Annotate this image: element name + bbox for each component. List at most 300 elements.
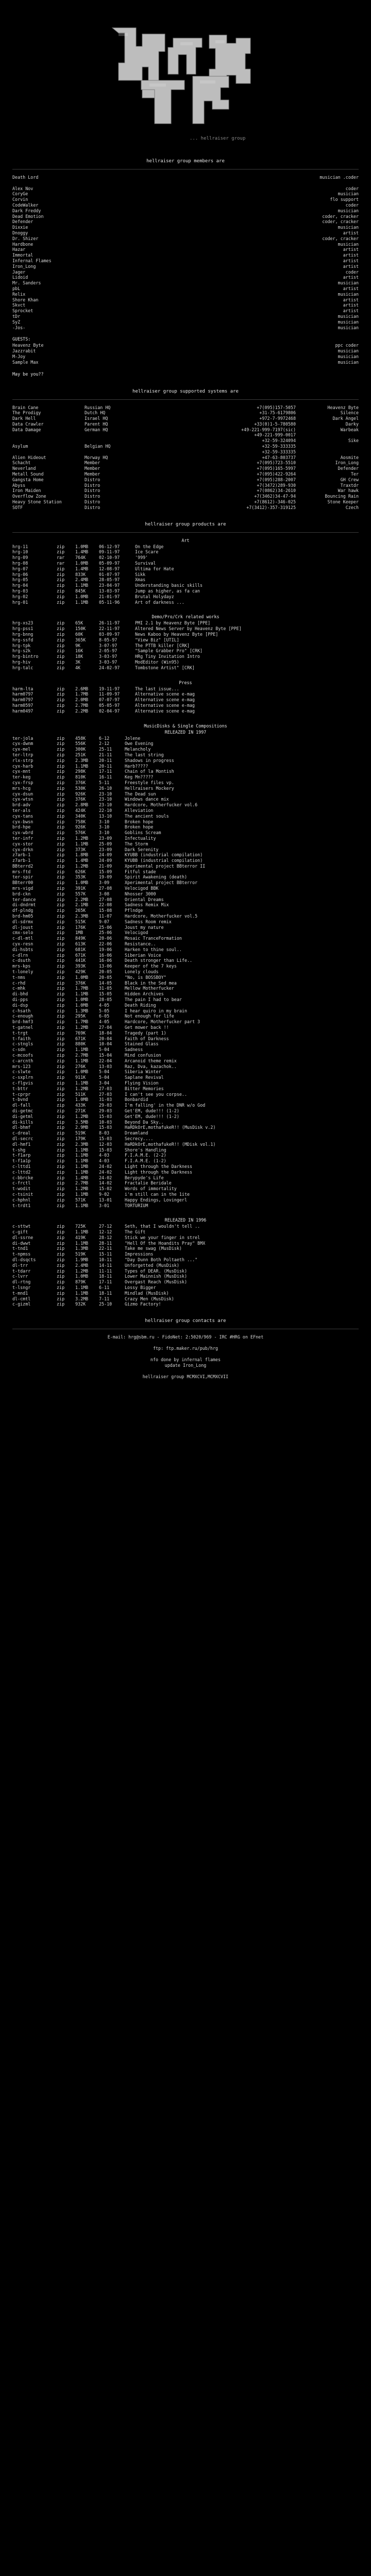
- table-cell: t-bttr: [12, 1086, 28, 1091]
- table-cell: zip: [57, 665, 65, 670]
- table-cell: 2.0MB: [75, 697, 89, 703]
- table-cell: Shadows in progress: [125, 757, 174, 763]
- table-cell: 1.0MB: [75, 561, 89, 566]
- guests-list: [12, 343, 359, 365]
- table-cell: 12-03: [99, 1141, 112, 1147]
- table-cell: zip: [57, 1229, 65, 1235]
- table-cell: 340K: [75, 813, 86, 819]
- table-cell: 2-12: [99, 741, 110, 747]
- table-cell: Overgast Reach (MusDisk): [125, 1279, 188, 1285]
- table-cell: Gangsta Home: [12, 477, 44, 482]
- table-cell: +7(095)165-5997: [257, 466, 296, 471]
- table-cell: 05-05-97: [99, 702, 120, 708]
- table-row: [12, 488, 359, 494]
- table-cell: "Hell Of the Hoandits Pray" BMX: [125, 1240, 206, 1246]
- table-cell: brd-adv: [12, 802, 31, 808]
- table-cell: dl-hmf1: [12, 1141, 31, 1147]
- table-cell: 15-04: [99, 1052, 112, 1058]
- table-cell: c-stngls: [12, 1041, 33, 1047]
- table-cell: ter-infr: [12, 835, 33, 841]
- table-cell: 849K: [75, 936, 86, 941]
- table-cell: 1.0MB: [75, 997, 89, 1003]
- table-cell: 14-11: [99, 1262, 112, 1268]
- table-cell: t-nms: [12, 974, 26, 980]
- table-cell: hrg-06: [12, 571, 28, 577]
- table-cell: hrg-05: [12, 577, 28, 583]
- table-cell: 15-03: [99, 1136, 112, 1141]
- table-cell: The Gift: [125, 1229, 146, 1235]
- hellraiser-logo: [82, 10, 289, 134]
- table-cell: zip: [57, 1240, 65, 1246]
- table-row: [12, 549, 359, 555]
- table-row: [12, 819, 359, 825]
- press-title: Press: [179, 680, 192, 685]
- table-cell: 926K: [75, 791, 86, 796]
- table-cell: 2.3MB: [75, 913, 89, 919]
- table-cell: harm0597: [12, 702, 33, 708]
- table-cell: +7(095)288-2007: [257, 477, 296, 482]
- table-cell: 20-05: [99, 974, 112, 980]
- table-cell: Member: [85, 466, 100, 471]
- table-cell: Keeper of the 7 keys: [125, 963, 177, 969]
- table-cell: 576K: [75, 830, 86, 836]
- table-cell: 298K: [75, 769, 86, 774]
- table-row: [12, 691, 359, 697]
- table-cell: +32-59-324094: [262, 438, 296, 444]
- table-cell: zip: [57, 807, 65, 813]
- table-cell: 18-11: [99, 1274, 112, 1279]
- table-row: [12, 863, 359, 869]
- table-cell: Sadness Room remix: [125, 919, 172, 924]
- table-cell: musician: [338, 191, 359, 197]
- table-cell: Resistance..: [125, 941, 156, 947]
- table-cell: zip: [57, 980, 65, 986]
- table-cell: 2.4MB: [75, 1262, 89, 1268]
- table-row: [12, 1120, 359, 1125]
- table-cell: [12, 432, 85, 438]
- table-cell: 23-09: [99, 846, 112, 852]
- table-cell: 11-07: [99, 913, 112, 919]
- table-cell: "View Biz" [UTIL]: [135, 637, 179, 642]
- table-cell: di-hsbts: [12, 946, 33, 952]
- table-cell: 365K: [75, 637, 86, 642]
- table-row: [12, 1064, 359, 1070]
- table-cell: zip: [57, 571, 65, 577]
- table-cell: Secrecy....: [125, 1136, 154, 1141]
- table-cell: 758K: [75, 819, 86, 824]
- table-cell: 02-04-97: [99, 708, 120, 714]
- table-cell: Goblins Scream: [125, 830, 161, 836]
- table-cell: harm0797: [12, 697, 33, 703]
- table-cell: Asylum: [12, 444, 28, 449]
- table-row: [12, 1075, 359, 1080]
- table-cell: +7(3412)-357-319125: [246, 504, 296, 510]
- table-row: [12, 1158, 359, 1164]
- table-cell: 1.8MB: [75, 852, 89, 858]
- table-cell: brd-hmf3: [12, 1019, 33, 1025]
- table-cell: 7-11: [99, 1296, 110, 1301]
- table-cell: HaRDkOrE,mothafukeR!! (MDisk vol.1): [125, 1141, 216, 1147]
- table-cell: Skvct: [12, 302, 26, 308]
- table-cell: c-sdn: [12, 1047, 26, 1053]
- table-cell: cyx-dwnm: [12, 741, 33, 747]
- table-cell: zip: [57, 969, 65, 975]
- table-cell: 11-09-97: [99, 691, 120, 697]
- table-cell: zip: [57, 941, 65, 947]
- table-row: [12, 891, 359, 897]
- table-cell: zip: [57, 1268, 65, 1274]
- table-cell: rlx-strp: [12, 757, 33, 763]
- table-cell: zip: [57, 896, 65, 902]
- table-row: [12, 325, 359, 331]
- contacts-block: [12, 1334, 359, 1380]
- table-cell: zip: [57, 796, 65, 802]
- table-cell: c-sttwt: [12, 1224, 31, 1229]
- table-cell: zip: [57, 986, 65, 991]
- table-cell: Member: [85, 460, 100, 466]
- table-cell: 20-04: [99, 1036, 112, 1041]
- table-cell: t-trdt1: [12, 1202, 31, 1208]
- music-1997-list: [12, 736, 359, 1209]
- table-cell: dl-cmtl: [12, 1296, 31, 1301]
- table-row: [12, 1164, 359, 1170]
- table-cell: M-Joy: [12, 353, 26, 359]
- table-cell: I'm falling' in the DNR w/o God: [125, 1103, 206, 1108]
- table-cell: zip: [57, 974, 65, 980]
- table-cell: 1.1MB: [75, 583, 89, 588]
- table-cell: Dark Angel: [332, 416, 359, 421]
- table-cell: Siberia Winter: [125, 1069, 161, 1075]
- table-cell: 2.3MB: [75, 757, 89, 763]
- table-cell: 353K: [75, 874, 86, 880]
- table-row: [12, 852, 359, 858]
- table-cell: Dixxie: [12, 225, 28, 230]
- table-cell: Words of immortality: [125, 1186, 177, 1192]
- table-cell: 1.7MB: [75, 1019, 89, 1025]
- table-row: [12, 302, 359, 308]
- table-cell: zip: [57, 1197, 65, 1202]
- table-cell: +7(0862)34-2610: [257, 488, 296, 494]
- table-cell: dl-trr: [12, 1262, 28, 1268]
- table-cell: Lonely clouds: [125, 969, 159, 975]
- table-cell: cyx-drkn: [12, 846, 33, 852]
- table-cell: 01-07-97: [99, 571, 120, 577]
- table-cell: Relix: [12, 291, 26, 297]
- table-cell: 18-04: [99, 1030, 112, 1036]
- table-cell: 1.1MB: [75, 991, 89, 997]
- table-row: [12, 980, 359, 986]
- table-cell: 28-05: [99, 997, 112, 1003]
- table-cell: 29-03: [99, 1108, 112, 1113]
- members-list: [12, 175, 359, 330]
- table-cell: coder, cracker: [322, 219, 359, 225]
- table-row: [12, 1036, 359, 1042]
- table-cell: 6-12: [99, 735, 110, 741]
- table-cell: c-tsinit: [12, 1191, 33, 1197]
- table-cell: zip: [57, 841, 65, 846]
- table-cell: 1.0MB: [75, 544, 89, 549]
- table-cell: zip: [57, 958, 65, 963]
- table-cell: c-hsath: [12, 1008, 31, 1013]
- table-cell: 2.9MB: [75, 1125, 89, 1130]
- table-cell: artist: [343, 263, 359, 269]
- table-cell: 519K: [75, 1251, 86, 1257]
- table-cell: I can't see you corpse..: [125, 1091, 188, 1097]
- table-cell: 419K: [75, 1234, 86, 1240]
- table-cell: brd-hpe: [12, 824, 31, 830]
- table-cell: 4-03: [99, 1158, 110, 1164]
- table-cell: The pain I had to bear: [125, 997, 182, 1003]
- table-cell: zip: [57, 1153, 65, 1158]
- table-cell: zip: [57, 1041, 65, 1047]
- table-cell: 613K: [75, 941, 86, 947]
- table-cell: 24-09: [99, 852, 112, 858]
- table-row: [12, 202, 359, 208]
- table-cell: mrs-hcg: [12, 785, 31, 791]
- table-cell: hrg-pss1: [12, 626, 33, 632]
- table-cell: cyx-stor: [12, 841, 33, 846]
- table-cell: zip: [57, 1119, 65, 1125]
- contact-line: nfo done by infernal flames: [150, 1357, 221, 1363]
- table-cell: 879K: [75, 1279, 86, 1285]
- table-row: [12, 997, 359, 1003]
- table-cell: Gizmo Factory!: [125, 1301, 161, 1307]
- table-row: [12, 1229, 359, 1235]
- table-cell: 6-05: [99, 1013, 110, 1019]
- table-cell: 15-03: [99, 1125, 112, 1130]
- table-cell: hrg-02: [12, 594, 28, 599]
- table-row: [12, 1086, 359, 1092]
- table-cell: The PTTB killer [CRK]: [135, 642, 190, 648]
- table-cell: 60K: [75, 632, 83, 637]
- table-cell: Melancholy: [125, 747, 151, 752]
- table-cell: 13-10: [99, 813, 112, 819]
- table-cell: Silence: [340, 410, 359, 416]
- table-cell: 20-06: [99, 936, 112, 941]
- table-row: [12, 847, 359, 853]
- table-cell: -Jos-: [12, 325, 26, 330]
- table-cell: zip: [57, 997, 65, 1003]
- table-cell: Mellow Motherfucker: [125, 986, 174, 991]
- table-cell: zip: [57, 686, 65, 691]
- table-cell: dl-sdrmx: [12, 919, 33, 924]
- table-cell: Beyond Da Sky..: [125, 1119, 164, 1125]
- table-cell: zip: [57, 830, 65, 836]
- table-cell: 31-05: [99, 986, 112, 991]
- table-cell: Impressions: [125, 1251, 154, 1257]
- table-cell: 4-05: [99, 1002, 110, 1008]
- table-row: [12, 1125, 359, 1130]
- table-cell: 1.1MB: [75, 1290, 89, 1296]
- table-cell: zip: [57, 1234, 65, 1240]
- table-cell: t-npmss: [12, 1251, 31, 1257]
- table-cell: 515K: [75, 919, 86, 924]
- table-cell: c-rhd: [12, 980, 26, 986]
- table-cell: di-bhd: [12, 991, 28, 997]
- table-cell: Dreamland: [125, 1130, 148, 1136]
- table-cell: c-frctl: [12, 1180, 31, 1186]
- guests-title: GUESTS:: [12, 336, 31, 342]
- table-cell: Berypyde's Life: [125, 1175, 164, 1180]
- table-cell: Not enough for life: [125, 1013, 174, 1019]
- table-cell: 2.6MB: [75, 686, 89, 691]
- table-cell: Lidoid: [12, 275, 28, 280]
- table-cell: 25-11: [99, 747, 112, 752]
- table-cell: +31-75-6179806: [259, 410, 296, 416]
- table-row: [12, 275, 359, 280]
- spacer: [12, 511, 359, 522]
- table-cell: zip: [57, 846, 65, 852]
- table-cell: zip: [57, 1052, 65, 1058]
- table-cell: hrg-ssfd: [12, 637, 33, 642]
- table-cell: hrg-tpk: [12, 642, 31, 648]
- table-cell: 1.1MB: [75, 1047, 89, 1053]
- table-cell: di-getmc: [12, 1108, 33, 1113]
- table-row: [12, 654, 359, 659]
- table-cell: dl-joust: [12, 924, 33, 930]
- table-row: [12, 588, 359, 594]
- table-row: [12, 455, 359, 461]
- table-cell: zip: [57, 620, 65, 626]
- table-cell: 1.2MB: [75, 835, 89, 841]
- table-cell: 1.3MB: [75, 1246, 89, 1251]
- table-row: [12, 919, 359, 925]
- table-cell: 810K: [75, 774, 86, 780]
- table-cell: Fractalie Beridale: [125, 1180, 172, 1186]
- table-row: [12, 830, 359, 836]
- table-row: [12, 1080, 359, 1086]
- table-cell: Sadness Remix Mix: [125, 902, 169, 908]
- table-cell: t-shg: [12, 1147, 26, 1153]
- table-cell: c-hphnl: [12, 1197, 31, 1202]
- table-cell: zip: [57, 1175, 65, 1180]
- table-cell: Metall Sound: [12, 471, 44, 477]
- table-cell: Hidden Archives: [125, 991, 164, 997]
- table-row: [12, 986, 359, 991]
- table-row: [12, 1025, 359, 1030]
- table-cell: 15-03: [99, 1147, 112, 1153]
- table-cell: hrg-s2k: [12, 648, 31, 654]
- table-cell: 1.3MB: [75, 1008, 89, 1013]
- table-cell: dl-dsqcts: [12, 1257, 36, 1263]
- table-cell: c-dl-mtl: [12, 936, 33, 941]
- table-cell: 8-05-97: [99, 637, 117, 642]
- table-cell: +7(8612)-346-025: [254, 499, 296, 505]
- table-cell: "Day Dunn Both Poltaeth ...": [125, 1257, 198, 1263]
- members-footer: May be you??: [12, 371, 44, 377]
- table-cell: [296, 449, 359, 455]
- table-cell: 23-04-97: [99, 583, 120, 588]
- table-row: [12, 286, 359, 292]
- table-cell: c-lvrr: [12, 1274, 28, 1279]
- table-cell: ModEditor (Win95): [135, 659, 179, 665]
- released-1997-title: RELEAZED IN 1997: [164, 729, 207, 735]
- table-cell: cyx-wbrd: [12, 830, 33, 836]
- table-cell: 393K: [75, 963, 86, 969]
- table-cell: Dark Hell: [12, 416, 36, 421]
- table-row: [12, 483, 359, 488]
- table-cell: zip: [57, 594, 65, 599]
- table-cell: 15-03: [99, 1113, 112, 1119]
- table-cell: 07-07-97: [99, 697, 120, 703]
- table-cell: Keg Mn?????: [125, 774, 154, 780]
- table-cell: zip: [57, 785, 65, 791]
- table-cell: 3-10: [99, 824, 110, 830]
- table-cell: Schacht: [12, 460, 31, 466]
- table-row: [12, 186, 359, 192]
- table-row: [12, 348, 359, 354]
- table-row: [12, 1069, 359, 1075]
- table-cell: 2-05-97: [99, 648, 117, 654]
- table-row: [12, 637, 359, 643]
- table-cell: z7arb-1: [12, 858, 31, 863]
- table-cell: cyx-harb: [12, 763, 33, 769]
- table-cell: Stick we your finger in strel: [125, 1234, 200, 1240]
- table-cell: Ultima for Hate: [135, 566, 174, 571]
- table-cell: hrg-04: [12, 583, 28, 588]
- table-cell: zip: [57, 599, 65, 605]
- table-cell: 27-08: [99, 886, 112, 891]
- table-cell: musician: [338, 319, 359, 325]
- demo-list: [12, 620, 359, 670]
- table-cell: Arcanoid theme remix: [125, 1058, 177, 1063]
- table-cell: 2.7MB: [75, 1052, 89, 1058]
- table-cell: zip: [57, 1103, 65, 1108]
- table-cell: Xmas: [135, 577, 146, 583]
- table-cell: Pflndge: [125, 908, 143, 913]
- table-row: [12, 197, 359, 202]
- table-cell: zip: [57, 813, 65, 819]
- table-cell: German HQ: [85, 427, 108, 432]
- table-row: [12, 703, 359, 708]
- table-row: [12, 175, 359, 180]
- table-row: [12, 1285, 359, 1291]
- table-cell: Velocigod BBK: [125, 886, 159, 891]
- table-row: [12, 1241, 359, 1246]
- table-cell: zip: [57, 1202, 65, 1208]
- spacer: [12, 1307, 359, 1318]
- table-cell: Abyss: [12, 482, 26, 488]
- table-cell: 24-02-97: [99, 665, 120, 670]
- table-cell: zip: [57, 549, 65, 555]
- table-cell: 24-02: [99, 1169, 112, 1175]
- table-cell: Sample Max: [12, 359, 39, 365]
- table-cell: 5-04: [99, 1047, 110, 1053]
- table-cell: musician: [338, 280, 359, 286]
- table-row: [12, 460, 359, 466]
- table-cell: zip: [57, 819, 65, 824]
- table-row: [12, 1296, 359, 1302]
- table-cell: zip: [57, 946, 65, 952]
- table-row: [12, 824, 359, 830]
- table-cell: Chain of la Montish: [125, 769, 174, 774]
- table-cell: c-dlrn: [12, 952, 28, 958]
- table-cell: [296, 444, 359, 449]
- table-cell: coder, cracker: [322, 235, 359, 241]
- table-cell: cyx-tans: [12, 813, 33, 819]
- table-row: [12, 659, 359, 665]
- table-cell: Hardcore, Motherfucker vol.6: [125, 802, 198, 808]
- table-cell: HRg Tiny Invitation Intro: [135, 654, 200, 659]
- table-row: [12, 1274, 359, 1279]
- table-cell: Immortal: [12, 252, 33, 258]
- table-cell: 15-02: [99, 1186, 112, 1192]
- table-cell: [12, 449, 85, 455]
- table-cell: 15-08: [99, 908, 112, 913]
- table-cell: 1.1MB: [75, 1191, 89, 1197]
- table-cell: di-dsp: [12, 1002, 28, 1008]
- table-cell: [12, 180, 126, 186]
